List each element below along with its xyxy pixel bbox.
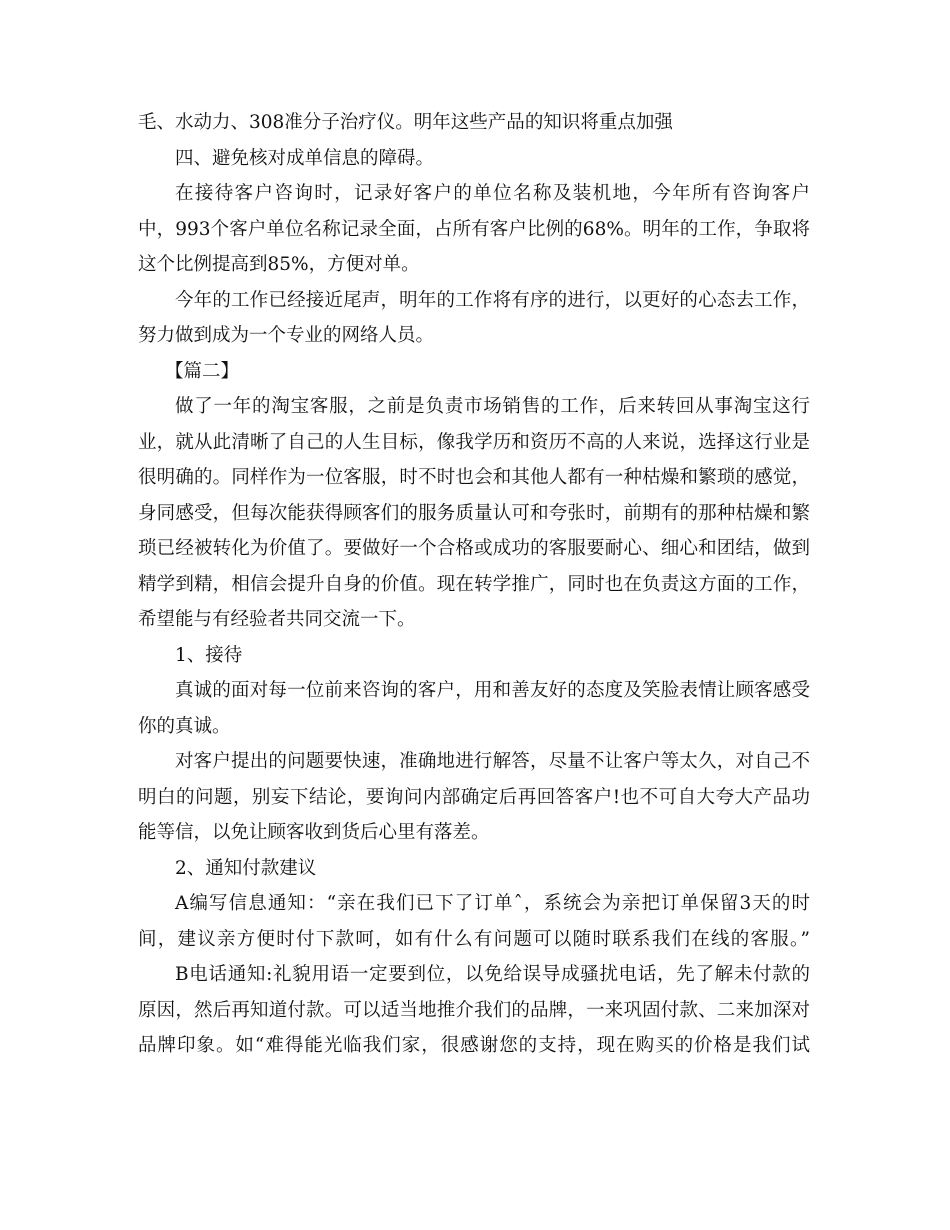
text-line: 希望能与有经验者共同交流一下。 — [138, 609, 416, 630]
text-line: 在接待客户咨询时，记录好客户的单位名称及装机地，今年所有咨询客户 — [175, 183, 810, 204]
text-line: 琐已经被转化为价值了。要做好一个合格或成功的客服要耐心、细心和团结，做到 — [138, 538, 810, 559]
subsection-heading: 2、通知付款建议 — [175, 857, 317, 879]
text-line: 很明确的。同样作为一位客服，时不时也会和其他人都有一种枯燥和繁琐的感觉， — [138, 467, 810, 488]
text-line: 明白的问题，别妄下结论，要询问内部确定后再回答客户!也不可自大夸大产品功 — [138, 786, 810, 808]
text-line: 中，993个客户单位名称记录全面，占所有客户比例的68%。明年的工作，争取将 — [138, 218, 810, 240]
text-line: 做了一年的淘宝客服，之前是负责市场销售的工作，后来转回从事淘宝这行 — [175, 396, 810, 417]
text-line: 对客户提出的问题要快速，准确地进行解答，尽量不让客户等太久，对自己不 — [175, 751, 810, 772]
text-line: 你的真诚。 — [138, 715, 231, 737]
text-line: 这个比例提高到85%，方便对单。 — [138, 254, 420, 275]
text-line: 品牌印象。如“难得能光临我们家，很感谢您的支持，现在购买的价格是我们试 — [138, 1035, 810, 1056]
subsection-heading: 1、接待 — [175, 644, 243, 666]
text-line: 身同感受，但每次能获得顾客们的服务质量认可和夸张时，前期有的那种枯燥和繁 — [138, 502, 810, 524]
text-line: 真诚的面对每一位前来咨询的客户，用和善友好的态度及笑脸表情让顾客感受 — [175, 680, 810, 701]
text-line: 能等信，以免让顾客收到货后心里有落差。 — [138, 822, 490, 843]
text-line: 毛、水动力、308准分子治疗仪。明年这些产品的知识将重点加强 — [138, 112, 673, 133]
text-line: A编写信息通知：“亲在我们已下了订单ˆ，系统会为亲把订单保留3天的时 — [175, 893, 810, 914]
text-line: 努力做到成为一个专业的网络人员。 — [138, 325, 435, 346]
text-line: 业，就从此清晰了自己的人生目标，像我学历和资历不高的人来说，选择这行业是 — [138, 431, 810, 453]
text-line: B电话通知:礼貌用语一定要到位，以免给误导成骚扰电话，先了解未付款的 — [175, 964, 810, 985]
text-line: 精学到精，相信会提升自身的价值。现在转学推广，同时也在负责这方面的工作， — [138, 573, 810, 595]
section-heading: 【篇二】 — [165, 360, 240, 382]
text-line: 今年的工作已经接近尾声，明年的工作将有序的进行，以更好的心态去工作， — [175, 289, 810, 311]
document-page — [138, 105, 810, 1064]
text-line: 原因，然后再知道付款。可以适当地推介我们的品牌，一来巩固付款、二来加深对 — [138, 999, 810, 1021]
text-line: 间，建议亲方便时付下款呵，如有什么有问题可以随时联系我们在线的客服。” — [138, 928, 810, 950]
text-line: 四、避免核对成单信息的障碍。 — [175, 147, 435, 169]
